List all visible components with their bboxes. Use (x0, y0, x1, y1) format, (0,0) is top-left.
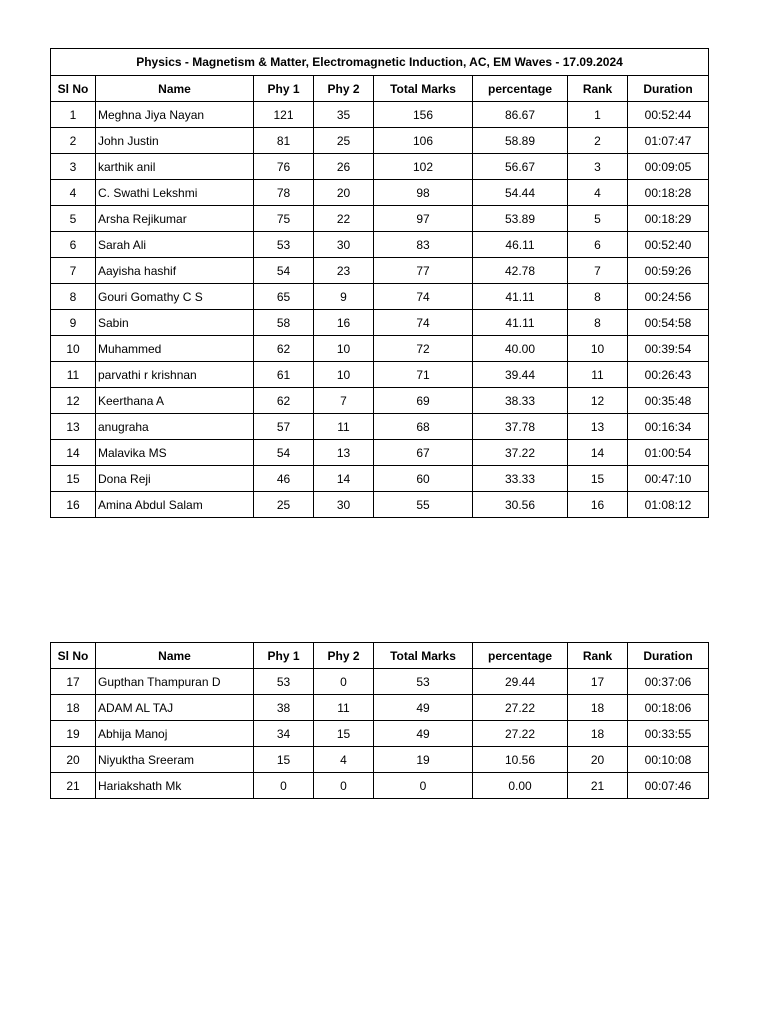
cell-rank: 17 (568, 669, 628, 695)
cell-percentage: 56.67 (473, 154, 568, 180)
cell-duration: 00:18:06 (628, 695, 709, 721)
cell-phy2: 15 (314, 721, 374, 747)
results-table-continued (50, 642, 709, 799)
cell-total-marks: 98 (374, 180, 473, 206)
cell-total-marks: 74 (374, 310, 473, 336)
cell-percentage: 40.00 (473, 336, 568, 362)
cell-percentage: 39.44 (473, 362, 568, 388)
cell-phy2: 0 (314, 669, 374, 695)
cell-percentage: 0.00 (473, 773, 568, 799)
cell-name: Muhammed (96, 336, 254, 362)
column-header-phy2: Phy 2 (314, 76, 374, 102)
cell-phy1: 54 (254, 440, 314, 466)
cell-duration: 01:08:12 (628, 492, 709, 518)
cell-percentage: 10.56 (473, 747, 568, 773)
table-row (51, 414, 709, 440)
cell-name: parvathi r krishnan (96, 362, 254, 388)
cell-sl-no: 12 (51, 388, 96, 414)
cell-phy2: 14 (314, 466, 374, 492)
cell-duration: 00:26:43 (628, 362, 709, 388)
cell-rank: 16 (568, 492, 628, 518)
cell-phy1: 46 (254, 466, 314, 492)
cell-rank: 7 (568, 258, 628, 284)
cell-rank: 8 (568, 284, 628, 310)
cell-sl-no: 11 (51, 362, 96, 388)
cell-total-marks: 72 (374, 336, 473, 362)
cell-phy2: 0 (314, 773, 374, 799)
cell-rank: 5 (568, 206, 628, 232)
cell-phy2: 10 (314, 336, 374, 362)
cell-name: Arsha Rejikumar (96, 206, 254, 232)
cell-name: Malavika MS (96, 440, 254, 466)
cell-name: Dona Reji (96, 466, 254, 492)
column-header-phy1: Phy 1 (254, 76, 314, 102)
cell-total-marks: 102 (374, 154, 473, 180)
cell-percentage: 54.44 (473, 180, 568, 206)
table-row (51, 721, 709, 747)
cell-phy1: 65 (254, 284, 314, 310)
cell-phy2: 13 (314, 440, 374, 466)
cell-phy1: 57 (254, 414, 314, 440)
column-header-phy2: Phy 2 (314, 643, 374, 669)
cell-rank: 8 (568, 310, 628, 336)
table-row (51, 669, 709, 695)
cell-sl-no: 2 (51, 128, 96, 154)
cell-percentage: 27.22 (473, 695, 568, 721)
cell-sl-no: 10 (51, 336, 96, 362)
cell-rank: 18 (568, 721, 628, 747)
column-header-total-marks: Total Marks (374, 643, 473, 669)
cell-total-marks: 0 (374, 773, 473, 799)
cell-phy2: 11 (314, 695, 374, 721)
table-row (51, 362, 709, 388)
cell-percentage: 29.44 (473, 669, 568, 695)
cell-phy1: 25 (254, 492, 314, 518)
cell-rank: 12 (568, 388, 628, 414)
cell-total-marks: 97 (374, 206, 473, 232)
cell-name: Gupthan Thampuran D (96, 669, 254, 695)
cell-total-marks: 49 (374, 721, 473, 747)
cell-sl-no: 15 (51, 466, 96, 492)
cell-duration: 00:52:44 (628, 102, 709, 128)
cell-sl-no: 7 (51, 258, 96, 284)
cell-percentage: 38.33 (473, 388, 568, 414)
cell-duration: 00:59:26 (628, 258, 709, 284)
cell-rank: 21 (568, 773, 628, 799)
column-header-name: Name (96, 76, 254, 102)
sheet-title: Physics - Magnetism & Matter, Electromagnetic Induction, AC, EM Waves - 17.09.2024 (51, 49, 709, 76)
cell-phy1: 0 (254, 773, 314, 799)
cell-duration: 00:18:29 (628, 206, 709, 232)
cell-rank: 3 (568, 154, 628, 180)
cell-phy2: 10 (314, 362, 374, 388)
cell-sl-no: 5 (51, 206, 96, 232)
cell-duration: 00:24:56 (628, 284, 709, 310)
cell-duration: 00:35:48 (628, 388, 709, 414)
cell-sl-no: 19 (51, 721, 96, 747)
cell-rank: 20 (568, 747, 628, 773)
cell-phy2: 30 (314, 492, 374, 518)
cell-total-marks: 53 (374, 669, 473, 695)
cell-rank: 2 (568, 128, 628, 154)
cell-sl-no: 4 (51, 180, 96, 206)
cell-phy2: 26 (314, 154, 374, 180)
cell-phy1: 61 (254, 362, 314, 388)
cell-total-marks: 60 (374, 466, 473, 492)
cell-phy1: 121 (254, 102, 314, 128)
cell-duration: 01:07:47 (628, 128, 709, 154)
cell-duration: 00:10:08 (628, 747, 709, 773)
cell-phy1: 54 (254, 258, 314, 284)
cell-rank: 15 (568, 466, 628, 492)
cell-phy2: 16 (314, 310, 374, 336)
cell-duration: 00:18:28 (628, 180, 709, 206)
header-row (51, 643, 709, 669)
cell-sl-no: 6 (51, 232, 96, 258)
column-header-percentage: percentage (473, 76, 568, 102)
cell-percentage: 37.22 (473, 440, 568, 466)
cell-rank: 4 (568, 180, 628, 206)
cell-total-marks: 68 (374, 414, 473, 440)
cell-name: Keerthana A (96, 388, 254, 414)
cell-rank: 14 (568, 440, 628, 466)
cell-name: karthik anil (96, 154, 254, 180)
cell-sl-no: 8 (51, 284, 96, 310)
cell-sl-no: 13 (51, 414, 96, 440)
cell-phy2: 30 (314, 232, 374, 258)
cell-sl-no: 18 (51, 695, 96, 721)
cell-percentage: 37.78 (473, 414, 568, 440)
cell-sl-no: 17 (51, 669, 96, 695)
cell-percentage: 58.89 (473, 128, 568, 154)
cell-phy2: 11 (314, 414, 374, 440)
cell-percentage: 53.89 (473, 206, 568, 232)
table-row (51, 773, 709, 799)
cell-percentage: 42.78 (473, 258, 568, 284)
table-row (51, 336, 709, 362)
cell-sl-no: 1 (51, 102, 96, 128)
cell-name: Hariakshath Mk (96, 773, 254, 799)
table-body (51, 102, 709, 518)
cell-total-marks: 55 (374, 492, 473, 518)
column-header-percentage: percentage (473, 643, 568, 669)
cell-duration: 00:33:55 (628, 721, 709, 747)
cell-name: Sabin (96, 310, 254, 336)
cell-percentage: 33.33 (473, 466, 568, 492)
cell-phy1: 62 (254, 388, 314, 414)
cell-total-marks: 67 (374, 440, 473, 466)
cell-rank: 11 (568, 362, 628, 388)
column-header-sl-no: Sl No (51, 643, 96, 669)
cell-name: Amina Abdul Salam (96, 492, 254, 518)
table-row (51, 284, 709, 310)
cell-phy1: 75 (254, 206, 314, 232)
header-row (51, 76, 709, 102)
cell-percentage: 86.67 (473, 102, 568, 128)
cell-phy1: 78 (254, 180, 314, 206)
cell-percentage: 41.11 (473, 310, 568, 336)
column-header-sl-no: Sl No (51, 76, 96, 102)
column-header-total-marks: Total Marks (374, 76, 473, 102)
cell-total-marks: 69 (374, 388, 473, 414)
results-table-main (50, 48, 709, 518)
table-row (51, 466, 709, 492)
cell-name: Aayisha hashif (96, 258, 254, 284)
cell-sl-no: 16 (51, 492, 96, 518)
table-row (51, 440, 709, 466)
cell-sl-no: 9 (51, 310, 96, 336)
title-row (51, 49, 709, 76)
cell-phy2: 20 (314, 180, 374, 206)
cell-phy2: 9 (314, 284, 374, 310)
cell-duration: 00:07:46 (628, 773, 709, 799)
cell-phy1: 53 (254, 232, 314, 258)
cell-rank: 6 (568, 232, 628, 258)
cell-phy2: 25 (314, 128, 374, 154)
table-row (51, 206, 709, 232)
cell-duration: 00:47:10 (628, 466, 709, 492)
table-row (51, 128, 709, 154)
cell-percentage: 30.56 (473, 492, 568, 518)
cell-rank: 10 (568, 336, 628, 362)
table-row (51, 388, 709, 414)
cell-total-marks: 71 (374, 362, 473, 388)
table-row (51, 154, 709, 180)
column-header-duration: Duration (628, 643, 709, 669)
cell-name: anugraha (96, 414, 254, 440)
cell-name: John Justin (96, 128, 254, 154)
cell-phy1: 58 (254, 310, 314, 336)
cell-duration: 00:09:05 (628, 154, 709, 180)
cell-duration: 00:52:40 (628, 232, 709, 258)
table-row (51, 310, 709, 336)
table-row (51, 102, 709, 128)
cell-phy1: 38 (254, 695, 314, 721)
cell-phy1: 81 (254, 128, 314, 154)
cell-rank: 18 (568, 695, 628, 721)
cell-total-marks: 49 (374, 695, 473, 721)
cell-total-marks: 156 (374, 102, 473, 128)
cell-name: C. Swathi Lekshmi (96, 180, 254, 206)
cell-name: Niyuktha Sreeram (96, 747, 254, 773)
cell-rank: 1 (568, 102, 628, 128)
cell-phy1: 15 (254, 747, 314, 773)
cell-phy1: 34 (254, 721, 314, 747)
cell-total-marks: 83 (374, 232, 473, 258)
cell-total-marks: 77 (374, 258, 473, 284)
cell-phy1: 62 (254, 336, 314, 362)
cell-rank: 13 (568, 414, 628, 440)
column-header-name: Name (96, 643, 254, 669)
cell-phy1: 76 (254, 154, 314, 180)
cell-phy2: 35 (314, 102, 374, 128)
cell-name: Sarah Ali (96, 232, 254, 258)
cell-duration: 01:00:54 (628, 440, 709, 466)
cell-sl-no: 20 (51, 747, 96, 773)
table-body (51, 669, 709, 799)
cell-phy1: 53 (254, 669, 314, 695)
cell-total-marks: 19 (374, 747, 473, 773)
table-row (51, 747, 709, 773)
cell-total-marks: 74 (374, 284, 473, 310)
column-header-rank: Rank (568, 643, 628, 669)
table-row (51, 180, 709, 206)
cell-name: Gouri Gomathy C S (96, 284, 254, 310)
table-row (51, 492, 709, 518)
column-header-duration: Duration (628, 76, 709, 102)
column-header-phy1: Phy 1 (254, 643, 314, 669)
cell-phy2: 7 (314, 388, 374, 414)
cell-duration: 00:54:58 (628, 310, 709, 336)
cell-total-marks: 106 (374, 128, 473, 154)
table-row (51, 232, 709, 258)
cell-sl-no: 14 (51, 440, 96, 466)
table-row (51, 695, 709, 721)
cell-duration: 00:37:06 (628, 669, 709, 695)
cell-sl-no: 3 (51, 154, 96, 180)
cell-phy2: 22 (314, 206, 374, 232)
cell-name: Abhija Manoj (96, 721, 254, 747)
cell-percentage: 41.11 (473, 284, 568, 310)
cell-sl-no: 21 (51, 773, 96, 799)
cell-duration: 00:39:54 (628, 336, 709, 362)
cell-percentage: 46.11 (473, 232, 568, 258)
cell-name: ADAM AL TAJ (96, 695, 254, 721)
cell-phy2: 4 (314, 747, 374, 773)
cell-duration: 00:16:34 (628, 414, 709, 440)
cell-percentage: 27.22 (473, 721, 568, 747)
cell-phy2: 23 (314, 258, 374, 284)
table-row (51, 258, 709, 284)
cell-name: Meghna Jiya Nayan (96, 102, 254, 128)
column-header-rank: Rank (568, 76, 628, 102)
